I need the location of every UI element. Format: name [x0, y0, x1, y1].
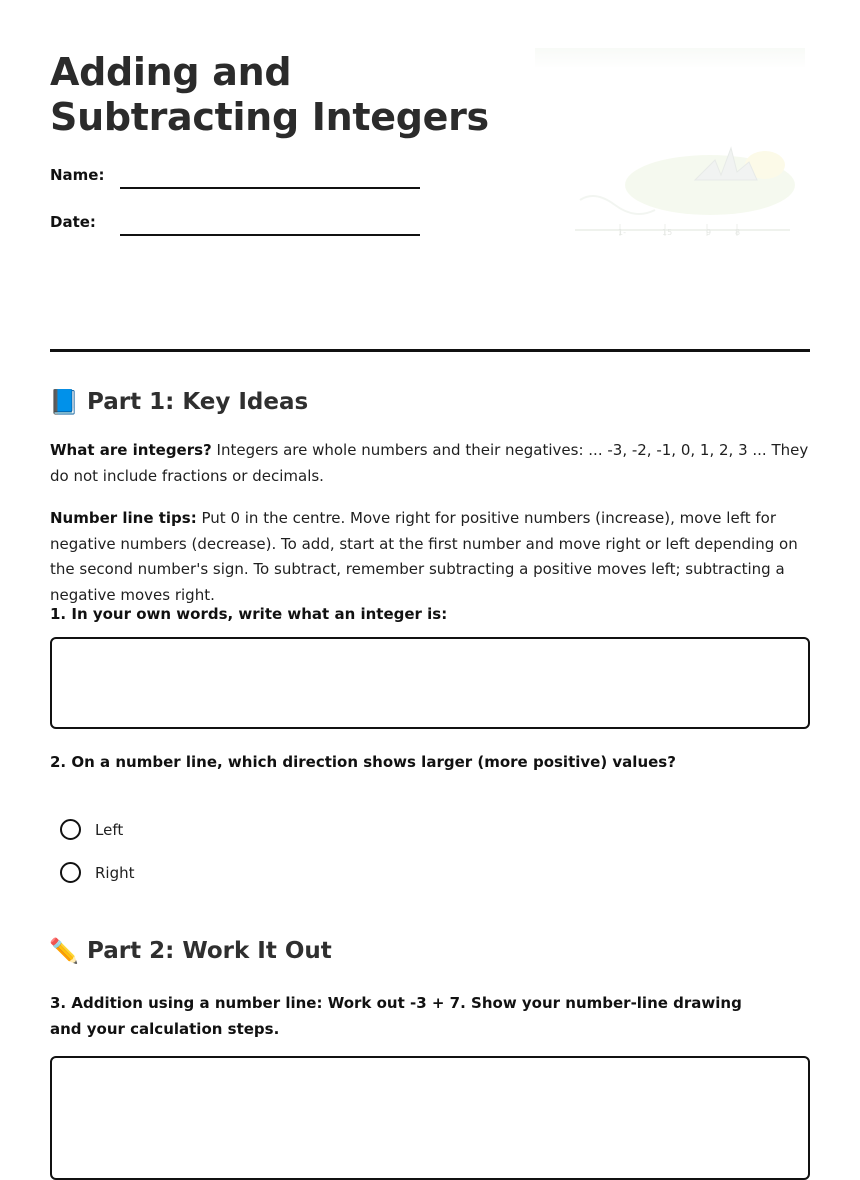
date-label: Date: [50, 213, 96, 231]
section-divider [50, 349, 810, 352]
question-2: 2. On a number line, which direction shows larger (more positive) values? [50, 753, 676, 771]
option-left[interactable] [60, 819, 123, 840]
part1-title: Part 1: Key Ideas [87, 389, 309, 415]
integers-definition-text: Integers are whole numbers and their negatives: ... -3, -2, -1, 0, 1, 2, 3 ... They do not include fractions or decimals. [50, 441, 809, 485]
pencil-icon: ✏️ [49, 937, 79, 965]
hero-tick-label: 9 [706, 228, 712, 237]
number-line-tips [50, 506, 815, 608]
number-line-tips-text: Put 0 in the centre. Move right for positive numbers (increase), move left for negative numbers (decrease). To add, start at the first number and move right or left depending on the second number's sign. To subtract, remember subtracting a positive moves left; subtracting a negative moves right. [50, 509, 798, 604]
option-right[interactable] [60, 862, 135, 883]
integers-definition [50, 438, 815, 489]
number-line-illustration [535, 40, 805, 290]
date-field[interactable] [120, 234, 420, 236]
question-1: 1. In your own words, write what an integer is: [50, 605, 448, 623]
hero-tick-label: 1- [618, 228, 626, 237]
question-3-answer-box[interactable] [50, 1056, 810, 1180]
number-line-tips-lead: Number line tips: [50, 509, 197, 527]
blue-book-icon: 📘 [49, 388, 79, 416]
option-label: Right [95, 863, 135, 882]
integers-definition-lead: What are integers? [50, 441, 212, 459]
question-3: 3. Addition using a number line: Work out -3 + 7. Show your number-line drawing and your calculation steps. [50, 994, 742, 1038]
name-field[interactable] [120, 187, 420, 189]
option-label: Left [95, 820, 124, 839]
radio-button[interactable] [60, 819, 81, 840]
radio-button[interactable] [60, 862, 81, 883]
name-label: Name: [50, 166, 105, 184]
question-1-answer-box[interactable] [50, 637, 810, 729]
part2-heading [50, 937, 332, 965]
part2-title: Part 2: Work It Out [87, 938, 332, 964]
hero-sky-band [535, 48, 805, 68]
worksheet-title: Adding and Subtracting Integers [50, 50, 489, 139]
hero-tick-label: 8 [735, 228, 741, 237]
hero-tick-label: 15 [662, 228, 673, 237]
part1-heading [50, 388, 308, 416]
